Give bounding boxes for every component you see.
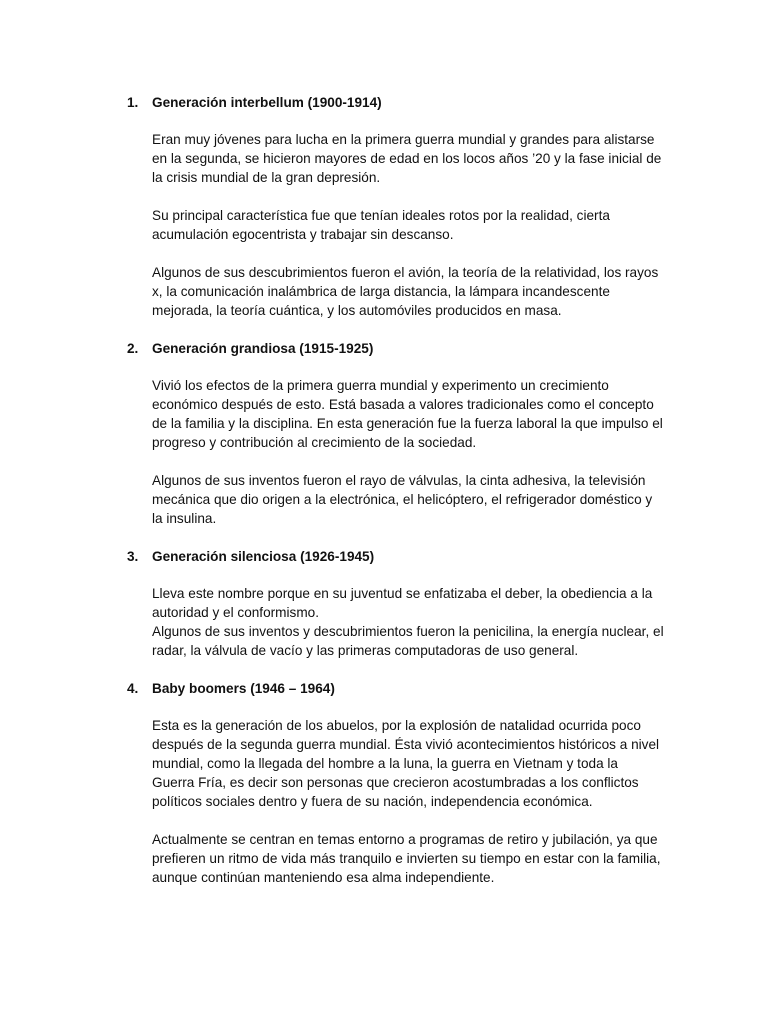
paragraph-text: Eran muy jóvenes para lucha en la primera guerra mundial y grandes para alistarse en la segunda, se hicieron mayores de edad en los locos años ’20 y la fase inicial de la crisis mundial de la gran depresión.: [152, 132, 662, 185]
paragraph: [152, 471, 664, 528]
section-number: 2.: [127, 341, 139, 356]
section-title: Baby boomers (1946 – 1964): [152, 681, 335, 696]
section-1: [0, 93, 664, 320]
paragraph-text: Su principal característica fue que tenían ideales rotos por la realidad, cierta acumulación egocentrista y trabajar sin descanso.: [152, 208, 610, 242]
paragraph-text: Algunos de sus inventos fueron el rayo de válvulas, la cinta adhesiva, la televisión mecánica que dio origen a la electrónica, el helicóptero, el refrigerador doméstico y la insulina.: [152, 473, 653, 526]
section-3: [0, 547, 664, 660]
section-title: Generación grandiosa (1915-1925): [152, 341, 374, 356]
paragraph: [152, 376, 664, 452]
section-2: [0, 339, 664, 528]
section-heading: [0, 679, 664, 698]
section-number: 3.: [127, 549, 139, 564]
section-title: Generación silenciosa (1926-1945): [152, 549, 375, 564]
section-title: Generación interbellum (1900-1914): [152, 95, 382, 110]
paragraph: [152, 830, 664, 887]
paragraph: [152, 716, 664, 811]
paragraph: [152, 206, 664, 244]
paragraph: [152, 584, 664, 660]
section-heading: [0, 339, 664, 358]
paragraph-text: Actualmente se centran en temas entorno a programas de retiro y jubilación, ya que prefieren un ritmo de vida más tranquilo e invierten su tiempo en estar con la familia, aunque continúan manteniendo esa alma independiente.: [152, 832, 661, 885]
section-number: 1.: [127, 95, 139, 110]
paragraph-text: Algunos de sus descubrimientos fueron el avión, la teoría de la relatividad, los rayos x, la comunicación inalámbrica de larga distancia, la lámpara incandescente mejorada, la teoría cuántica, y los automóviles producidos en masa.: [152, 265, 659, 318]
section-number: 4.: [127, 681, 139, 696]
section-4: [0, 679, 664, 887]
section-heading: [0, 547, 664, 566]
paragraph-text: Lleva este nombre porque en su juventud se enfatizaba el deber, la obediencia a la autoridad y el conformismo.: [152, 586, 653, 620]
paragraph-text: Vivió los efectos de la primera guerra mundial y experimento un crecimiento económico después de esto. Está basada a valores tradicionales como el concepto de la familia y la disciplina. En esta generación fue la fuerza laboral la que impulso el progreso y contribución al crecimiento de la sociedad.: [152, 378, 663, 450]
paragraph-text: Esta es la generación de los abuelos, por la explosión de natalidad ocurrida poco después de la segunda guerra mundial. Ésta vivió acontecimientos históricos a nivel mundial, como la llegada del hombre a la luna, la guerra en Vietnam y toda la Guerra Fría, es decir son personas que crecieron acostumbradas a los conflictos políticos sociales dentro y fuera de su nación, independencia económica.: [152, 718, 660, 809]
paragraph: [152, 130, 664, 187]
paragraph-text: Algunos de sus inventos y descubrimientos fueron la penicilina, la energía nuclear, el radar, la válvula de vacío y las primeras computadoras de uso general.: [152, 624, 664, 658]
paragraph: [152, 263, 664, 320]
section-heading: [0, 93, 664, 112]
